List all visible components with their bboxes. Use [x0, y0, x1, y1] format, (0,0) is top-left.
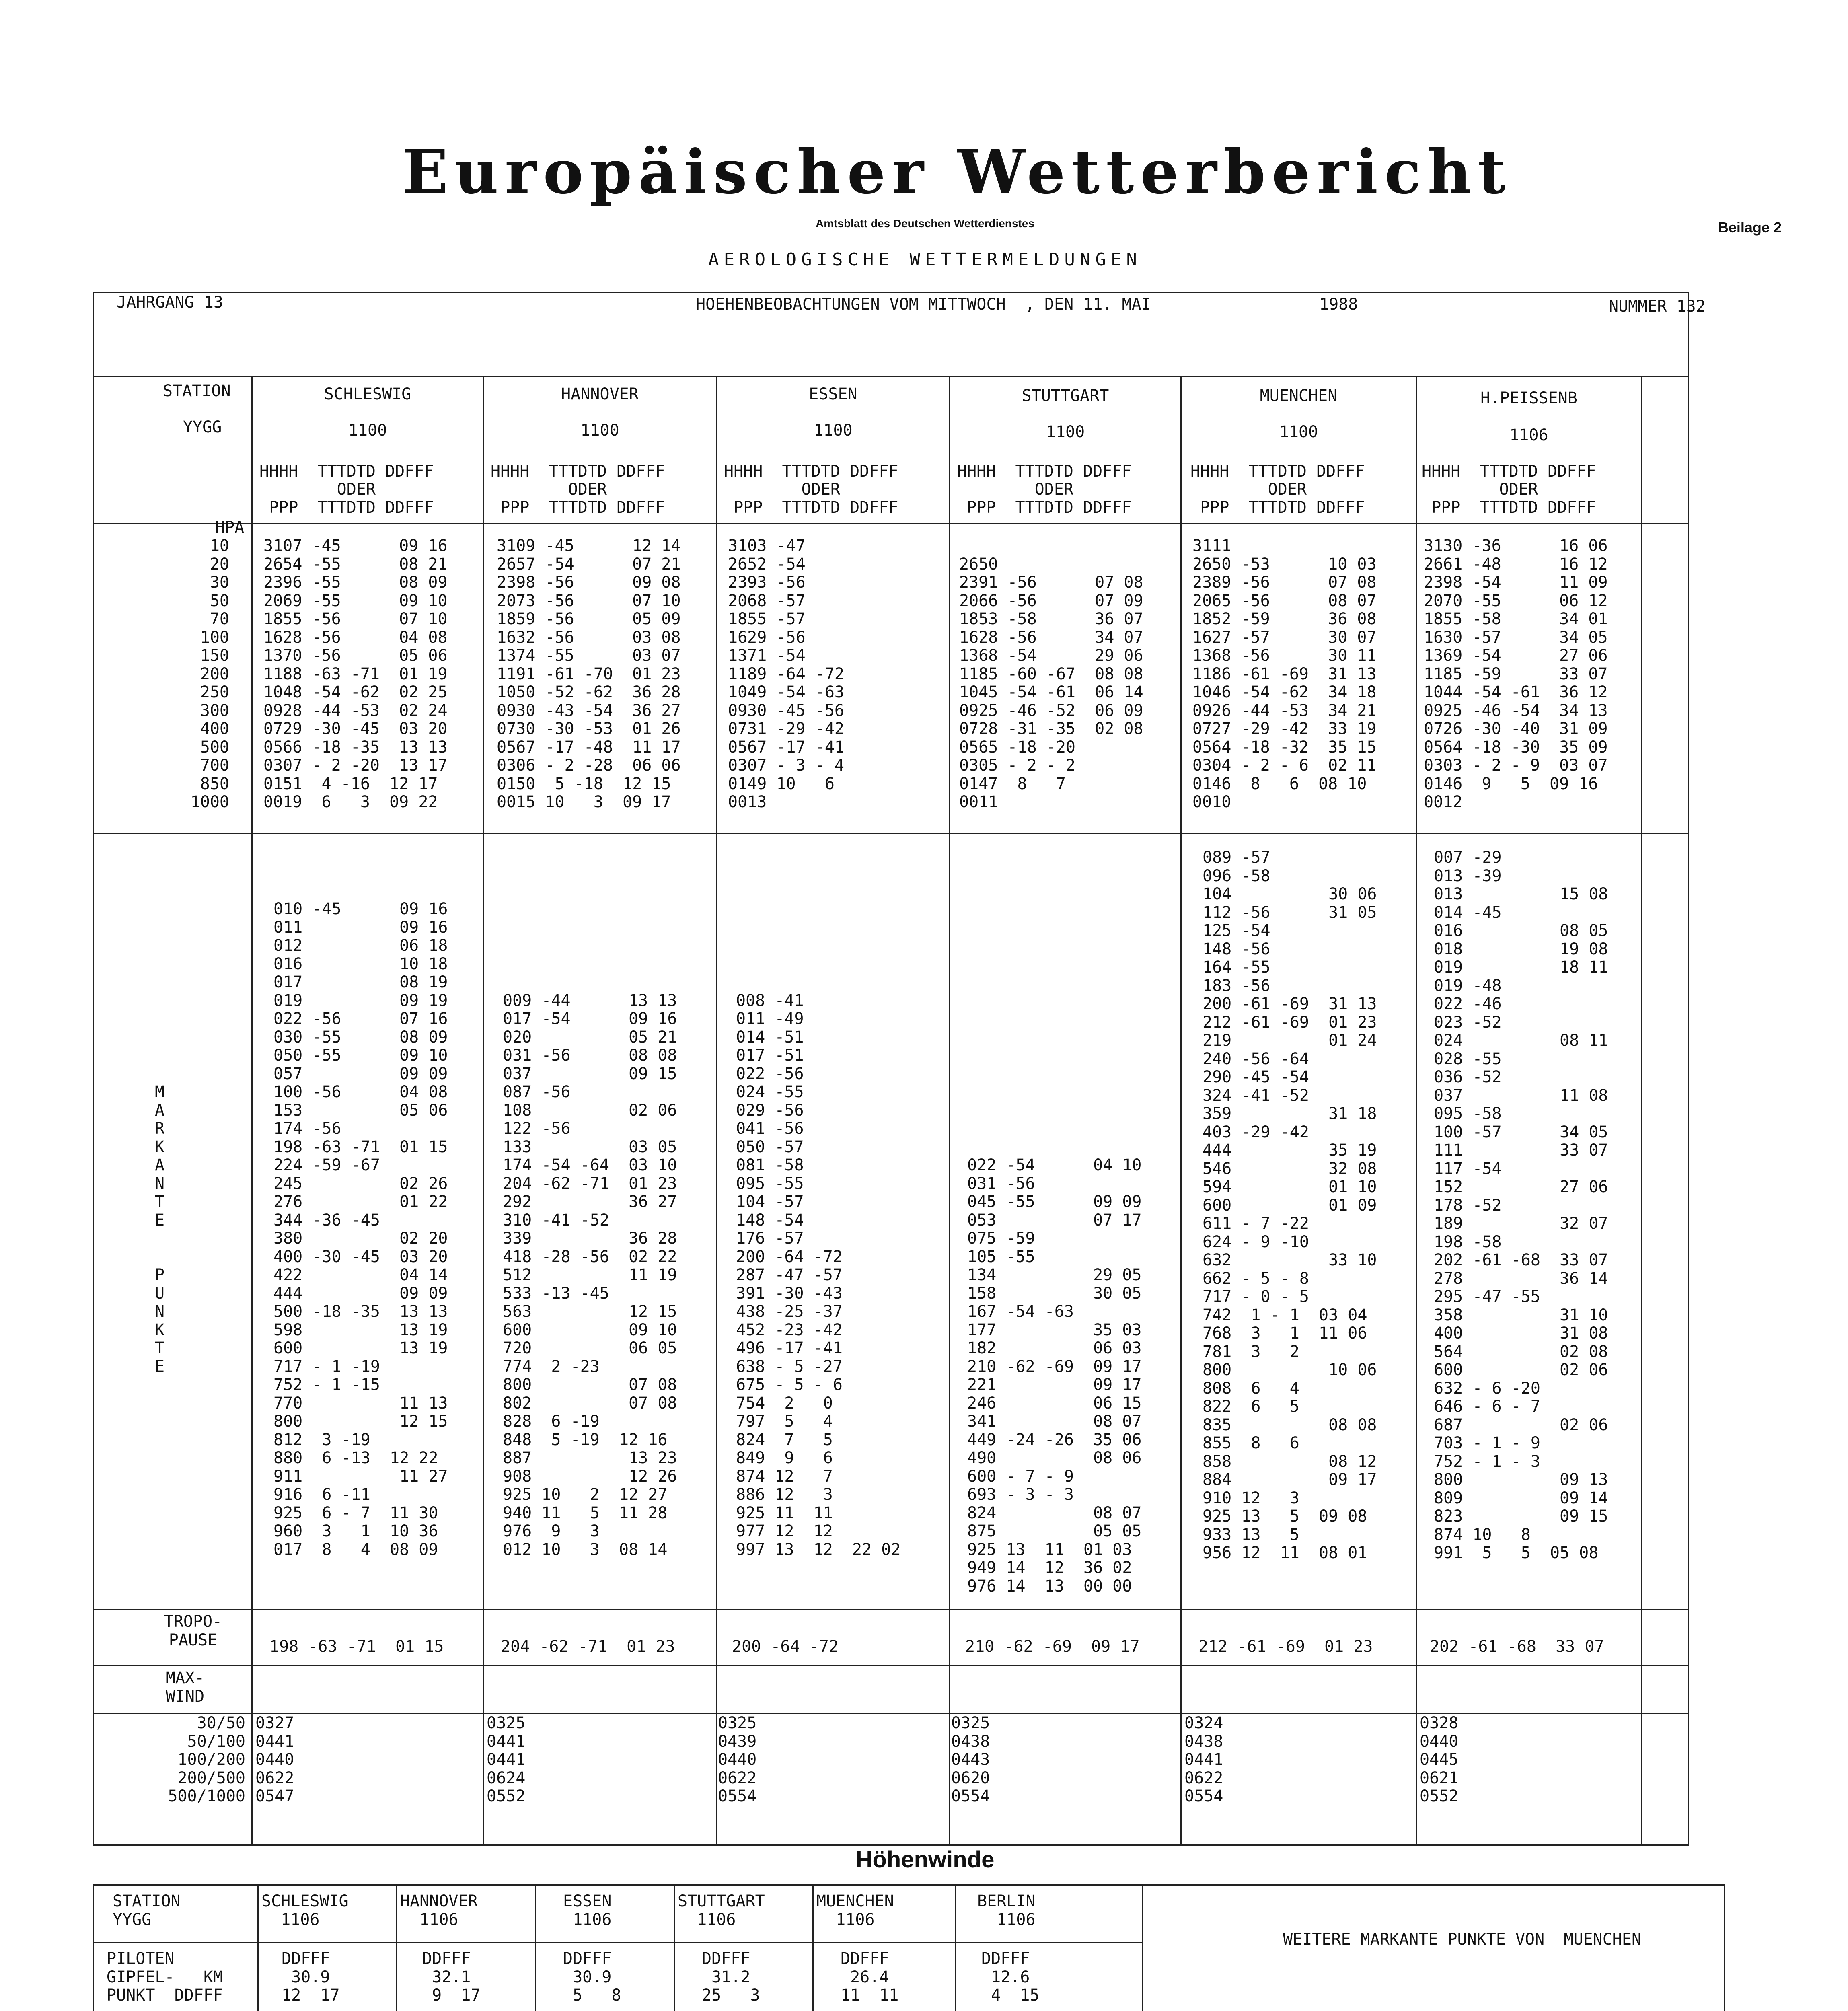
column-head-mid: ODER — [491, 480, 607, 499]
hw-station-name: STUTTGART 1106 — [678, 1892, 765, 1929]
maxwind-values: 0325 0438 0443 0620 0554 — [951, 1714, 990, 1805]
column-head-top: HHHH TTTDTD DDFFF — [1190, 462, 1365, 481]
station-name: MUENCHEN — [1260, 387, 1338, 405]
station-name: H.PEISSENB — [1480, 389, 1577, 407]
hw-gipfel: DDFFF 30.9 12 17 — [282, 1949, 340, 2005]
weitere-title: WEITERE MARKANTE PUNKTE VON MUENCHEN — [1283, 1930, 1642, 1949]
column-head-top: HHHH TTTDTD DDFFF — [957, 462, 1132, 481]
standard-levels: 3109 -45 12 14 2657 -54 07 21 2398 -56 09 08 2073 -56 07 10 1859 -56 05 09 1632 -56 03 08 1374 -55 03 07 1191 -61 -70 01 23 1050 -52 -62 36 28 0930 -43 -54 36 27 0730 -30 -53 01 26 0567 -17 -48 11 17 0306 - 2 -28 06 06 0150 5 -18 12 15 0015 10 3 09 17 — [497, 537, 681, 811]
maxwind-label: MAX- WIND — [165, 1669, 205, 1706]
column-head-bot: PPP TTTDTD DDFFF — [1190, 498, 1365, 517]
observation-date: HOEHENBEOBACHTUNGEN VOM MITTWOCH , DEN 11. MAI — [696, 295, 1151, 314]
hoehenwinde-title: Höhenwinde — [855, 1847, 995, 1873]
hpa-levels: 10 20 30 50 70 100 150 200 250 300 400 500 700 850 1000 — [190, 537, 229, 811]
station-yygg: 1100 — [1046, 423, 1085, 441]
jahrgang: JAHRGANG 13 — [117, 293, 223, 312]
standard-levels: 3107 -45 09 16 2654 -55 08 21 2396 -55 08 09 2069 -55 09 10 1855 -56 07 10 1628 -56 04 08 1370 -56 05 06 1188 -63 -71 01 19 1048 -54 -62 02 25 0928 -44 -53 02 24 0729 -30 -45 03 20 0566 -18 -35 13 13 0307 - 2 -20 13 17 0151 4 -16 12 17 0019 6 3 09 22 — [263, 537, 448, 811]
significant-points: 008 -41 011 -49 014 -51 017 -51 022 -56 024 -55 029 -56 041 -56 050 -57 081 -58 095 -55 104 -57 148 -54 176 -57 200 -64 -72 287 -47 -57 391 -30 -43 438 -25 -37 452 -23 -42 496 -17 -41 638 - 5 -27 675 - 5 - 6 754 2 0 797 5 4 824 7 5 849 9 6 874 12 7 886 12 3 925 11 11 977 12 12 997 13 12 22 02 — [736, 991, 901, 1559]
section-title: AEROLOGISCHE WETTERMELDUNGEN — [708, 249, 1142, 270]
maxwind-values: 0328 0440 0445 0621 0552 — [1420, 1714, 1459, 1805]
station-yygg: 1100 — [580, 421, 619, 440]
maxwind-values: 0324 0438 0441 0622 0554 — [1184, 1714, 1223, 1805]
column-head-bot: PPP TTTDTD DDFFF — [259, 498, 434, 517]
column-head-mid: ODER — [724, 480, 840, 499]
hw-gipfel: DDFFF 31.2 25 3 — [702, 1949, 760, 2005]
station-label: STATION — [163, 382, 231, 400]
year: 1988 — [1319, 295, 1358, 314]
station-name: STUTTGART — [1022, 387, 1109, 405]
hw-station-name: HANNOVER 1106 — [400, 1892, 478, 1929]
hw-gipfel: DDFFF 30.9 5 8 — [563, 1949, 621, 2005]
column-head-mid: ODER — [957, 480, 1073, 499]
column-head-top: HHHH TTTDTD DDFFF — [491, 462, 665, 481]
station-name: SCHLESWIG — [324, 385, 411, 403]
column-head-mid: ODER — [1190, 480, 1307, 499]
tropopause-value: 204 -62 -71 01 23 — [501, 1637, 675, 1656]
yygg-label: YYGG — [183, 418, 222, 436]
significant-points: 022 -54 04 10 031 -56 045 -55 09 09 053 07 17 075 -59 105 -55 134 29 05 158 30 05 167 -54 -63 177 35 03 182 06 03 210 -62 -69 09 17 221 09 17 246 06 15 341 08 07 449 -24 -26 35 06 490 08 06 600 - 7 - 9 693 - 3 - 3 824 08 07 875 05 05 925 13 11 01 03 949 14 12 36 02 976 14 13 00 00 — [967, 1156, 1142, 1596]
hw-station-name: MUENCHEN 1106 — [816, 1892, 894, 1929]
column-head-mid: ODER — [1422, 480, 1538, 499]
station-yygg: 1100 — [1279, 423, 1318, 441]
tropopause-value: 200 -64 -72 — [732, 1637, 839, 1656]
significant-points: 089 -57 096 -58 104 30 06 112 -56 31 05 125 -54 148 -56 164 -55 183 -56 200 -61 -69 31 13 212 -61 -69 01 23 219 01 24 240 -56 -64 290 -45 -54 324 -41 -52 359 31 18 403 -29 -42 444 35 19 546 32 08 594 01 10 600 01 09 611 - 7 -22 624 - 9 -10 632 33 10 662 - 5 - 8 717 - 0 - 5 742 1 - 1 03 04 768 3 1 11 06 781 3 2 800 10 06 808 6 4 822 6 5 835 08 08 855 8 6 858 08 12 884 09 17 910 12 3 925 13 5 09 08 933 13 5 956 12 11 08 01 — [1203, 848, 1377, 1562]
significant-points: 010 -45 09 16 011 09 16 012 06 18 016 10 18 017 08 19 019 09 19 022 -56 07 16 030 -55 08 09 050 -55 09 10 057 09 09 100 -56 04 08 153 05 06 174 -56 198 -63 -71 01 15 224 -59 -67 245 02 26 276 01 22 344 -36 -45 380 02 20 400 -30 -45 03 20 422 04 14 444 09 09 500 -18 -35 13 13 598 13 19 600 13 19 717 - 1 -19 752 - 1 -15 770 11 13 800 12 15 812 3 -19 880 6 -13 12 22 911 11 27 916 6 -11 925 6 - 7 11 30 960 3 1 10 36 017 8 4 08 09 — [273, 900, 448, 1559]
station-name: ESSEN — [809, 385, 857, 403]
maxwind-values: 0325 0441 0441 0624 0552 — [487, 1714, 526, 1805]
hw-station-label: STATION YYGG — [113, 1892, 181, 1929]
subtitle: Amtsblatt des Deutschen Wetterdienstes — [815, 217, 1035, 230]
standard-levels: 2650 2391 -56 07 08 2066 -56 07 09 1853 -58 36 07 1628 -56 34 07 1368 -54 29 06 1185 -60 -67 08 08 1045 -54 -61 06 14 0925 -46 -52 06 09 0728 -31 -35 02 08 0565 -18 -20 0305 - 2 - 2 0147 8 7 0011 — [959, 555, 1143, 811]
station-yygg: 1100 — [814, 421, 853, 440]
page-title: Europäischer Wetterbericht — [402, 137, 1512, 208]
tropopause-label: TROPO- PAUSE — [164, 1612, 222, 1649]
markante-punkte-label: M A R K A N T E P U N K T E — [155, 1083, 165, 1376]
hw-station-name: BERLIN 1106 — [977, 1892, 1036, 1929]
station-yygg: 1106 — [1509, 426, 1548, 444]
tropopause-value: 210 -62 -69 09 17 — [965, 1637, 1140, 1656]
column-head-top: HHHH TTTDTD DDFFF — [259, 462, 434, 481]
hpa-label: HPA — [215, 518, 245, 537]
hw-piloten-label: PILOTEN GIPFEL- KM PUNKT DDFFF — [107, 1949, 223, 2005]
significant-points: 009 -44 13 13 017 -54 09 16 020 05 21 031 -56 08 08 037 09 15 087 -56 108 02 06 122 -56 133 03 05 174 -54 -64 03 10 204 -62 -71 01 23 292 36 27 310 -41 -52 339 36 28 418 -28 -56 02 22 512 11 19 533 -13 -45 563 12 15 600 09 10 720 06 05 774 2 -23 800 07 08 802 07 08 828 6 -19 848 5 -19 12 16 887 13 23 908 12 26 925 10 2 12 27 940 11 5 11 28 976 9 3 012 10 3 08 14 — [503, 991, 677, 1559]
column-head-bot: PPP TTTDTD DDFFF — [1422, 498, 1596, 517]
maxwind-levels: 30/50 50/100 100/200 200/500 500/1000 — [168, 1714, 245, 1805]
maxwind-values: 0325 0439 0440 0622 0554 — [718, 1714, 757, 1805]
column-head-mid: ODER — [259, 480, 376, 499]
maxwind-values: 0327 0441 0440 0622 0547 — [255, 1714, 294, 1805]
station-yygg: 1100 — [348, 421, 387, 440]
hw-gipfel: DDFFF 32.1 9 17 — [422, 1949, 481, 2005]
hw-gipfel: DDFFF 26.4 11 11 — [841, 1949, 899, 2005]
tropopause-value: 202 -61 -68 33 07 — [1430, 1637, 1604, 1656]
station-name: HANNOVER — [561, 385, 639, 403]
hw-station-name: ESSEN 1106 — [563, 1892, 612, 1929]
tropopause-value: 212 -61 -69 01 23 — [1198, 1637, 1373, 1656]
hw-gipfel: DDFFF 12.6 4 15 — [981, 1949, 1040, 2005]
beilage-label: Beilage 2 — [1718, 219, 1782, 236]
standard-levels: 3111 2650 -53 10 03 2389 -56 07 08 2065 -56 08 07 1852 -59 36 08 1627 -57 30 07 1368 -56 30 11 1186 -61 -69 31 13 1046 -54 -62 34 18 0926 -44 -53 34 21 0727 -29 -42 33 19 0564 -18 -32 35 15 0304 - 2 - 6 02 11 0146 8 6 08 10 0010 — [1192, 537, 1377, 811]
column-head-bot: PPP TTTDTD DDFFF — [957, 498, 1132, 517]
hw-station-name: SCHLESWIG 1106 — [261, 1892, 349, 1929]
column-head-bot: PPP TTTDTD DDFFF — [491, 498, 665, 517]
column-head-top: HHHH TTTDTD DDFFF — [724, 462, 898, 481]
column-head-bot: PPP TTTDTD DDFFF — [724, 498, 898, 517]
significant-points: 007 -29 013 -39 013 15 08 014 -45 016 08 05 018 19 08 019 18 11 019 -48 022 -46 023 -52 024 08 11 028 -55 036 -52 037 11 08 095 -58 100 -57 34 05 111 33 07 117 -54 152 27 06 178 -52 189 32 07 198 -58 202 -61 -68 33 07 278 36 14 295 -47 -55 358 31 10 400 31 08 564 02 08 600 02 06 632 - 6 -20 646 - 6 - 7 687 02 06 703 - 1 - 9 752 - 1 - 3 800 09 13 809 09 14 823 09 15 874 10 8 991 5 5 05 08 — [1434, 848, 1608, 1562]
standard-levels: 3103 -47 2652 -54 2393 -56 2068 -57 1855 -57 1629 -56 1371 -54 1189 -64 -72 1049 -54 -63 0930 -45 -56 0731 -29 -42 0567 -17 -41 0307 - 3 - 4 0149 10 6 0013 — [728, 537, 844, 811]
tropopause-value: 198 -63 -71 01 15 — [269, 1637, 444, 1656]
standard-levels: 3130 -36 16 06 2661 -48 16 12 2398 -54 11 09 2070 -55 06 12 1855 -58 34 01 1630 -57 34 05 1369 -54 27 06 1185 -59 33 07 1044 -54 -61 36 12 0925 -46 -54 34 13 0726 -30 -40 31 09 0564 -18 -30 35 09 0303 - 2 - 9 03 07 0146 9 5 09 16 0012 — [1424, 537, 1608, 811]
column-head-top: HHHH TTTDTD DDFFF — [1422, 462, 1596, 481]
nummer: NUMMER 132 — [1609, 297, 1706, 316]
